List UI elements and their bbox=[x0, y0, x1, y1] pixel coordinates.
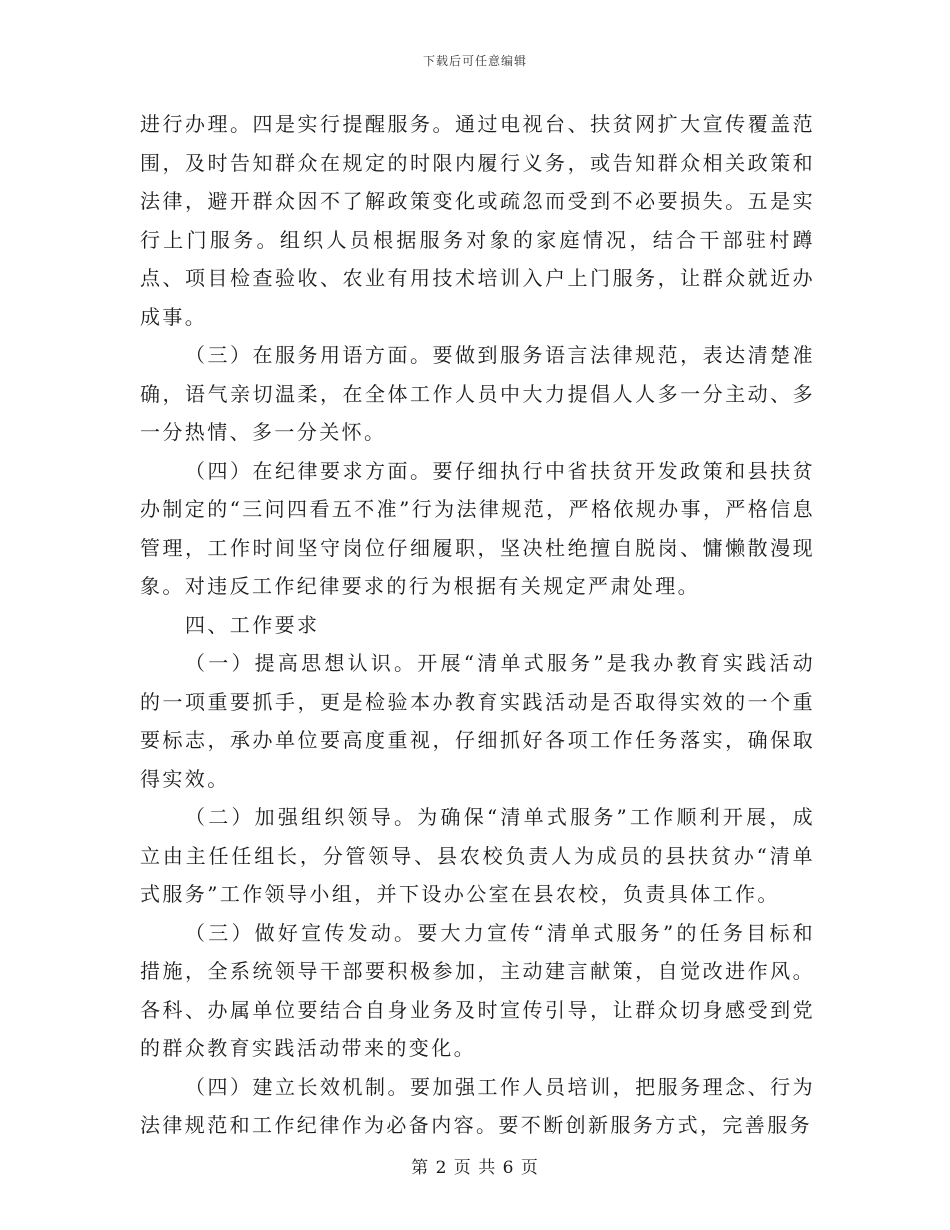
paragraph-strengthen-leadership: （二）加强组织领导。为确保“清单式服务”工作顺利开展，成立由主任任组长，分管领导、县农校负责人为成员的县扶贫办“清单式服务”工作领导小组，并下设办公室在县农校，负责具体工作。 bbox=[140, 805, 815, 906]
page-header: 下载后可任意编辑 bbox=[422, 54, 527, 68]
paragraph-publicity: （三）做好宣传发动。要大力宣传“清单式服务”的任务目标和措施，全系统领导干部要积极参加，主动建言献策，自觉改进作风。各科、办属单位要结合自身业务及时宣传引导，让群众切身感受到党的群众教育实践活动带来的变化。 bbox=[140, 920, 815, 1060]
paragraph-long-term-mechanism: （四）建立长效机制。要加强工作人员培训，把服务理念、行为法律规范和工作纪律作为必备内容。要不断创新服务方式，完善服务 bbox=[140, 1074, 815, 1137]
paragraph-service-measures-continued: 进行办理。四是实行提醒服务。通过电视台、扶贫网扩大宣传覆盖范围，及时告知群众在规定的时限内履行义务，或告知群众相关政策和法律，避开群众因不了解政策变化或疏忽而受到不必要损失。五是实行上门服务。组织人员根据服务对象的家庭情况，结合干部驻村蹲点、项目检查验收、农业有用技术培训入户上门服务，让群众就近办成事。 bbox=[140, 112, 815, 329]
page-number-footer: 第 2 页 共 6 页 bbox=[411, 1158, 539, 1178]
section-heading-work-requirements: 四、工作要求 bbox=[185, 612, 320, 637]
paragraph-raise-awareness: （一）提高思想认识。开展“清单式服务”是我办教育实践活动的一项重要抓手，更是检验本办教育实践活动是否取得实效的一个重要标志，承办单位要高度重视，仔细抓好各项工作任务落实，确保取得实效。 bbox=[140, 651, 815, 791]
document-body bbox=[140, 105, 815, 1145]
paragraph-discipline-requirements: （四）在纪律要求方面。要仔细执行中省扶贫开发政策和县扶贫办制定的“三问四看五不准”行为法律规范，严格依规办事，严格信息管理，工作时间坚守岗位仔细履职，坚决杜绝擅自脱岗、慵懒散漫现象。对违反工作纪律要求的行为根据有关规定严肃处理。 bbox=[140, 458, 815, 598]
paragraph-service-language: （三）在服务用语方面。要做到服务语言法律规范，表达清楚准确，语气亲切温柔，在全体工作人员中大力提倡人人多一分主动、多一分热情、多一分关怀。 bbox=[140, 343, 815, 444]
